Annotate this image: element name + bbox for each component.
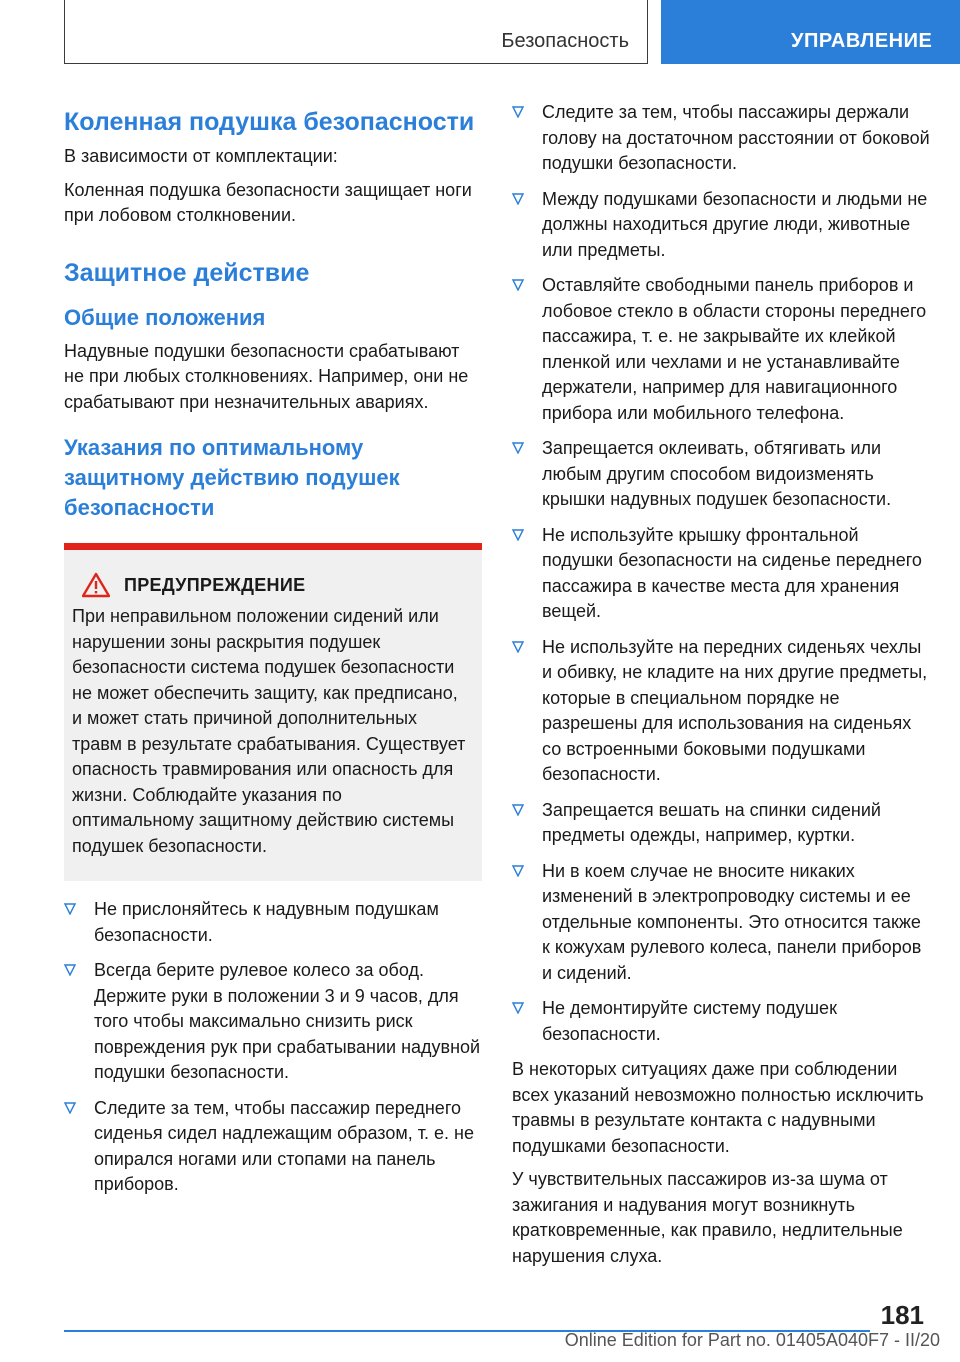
list-item-text: Следите за тем, чтобы пассажир переднего сиденья сидел надлежащим образом, т. е. не опирался ногами или стопами на панель приборов. (94, 1097, 474, 1194)
left-column (64, 100, 482, 1208)
footer-edition: Online Edition for Part no. 01405A040F7 - II/20 (564, 1330, 940, 1350)
general-paragraph: Надувные подушки безопасности срабатывают не при любых столкновениях. Например, они не срабатывают при незначительных авариях. (64, 340, 469, 412)
protection-heading: Защитное действие (64, 258, 310, 287)
warning-title: ПРЕДУПРЕЖДЕНИЕ (124, 574, 306, 595)
list-item-text: Не прислоняйтесь к надувным подушкам безопасности. (94, 899, 439, 945)
page-number: 181 (880, 1300, 924, 1330)
warning-text: При неправильном положении сидений или нарушении зоны раскрытия подушек безопасности система подушек безопасности не может обеспечить защиту, как предписано, и может стать причиной дополнительных травм в результате срабатывания. Существует опасность травмирования или опасность для жизни. Соблюдайте указания по оптимальному защитному действию системы подушек безопасности. (72, 606, 466, 856)
triangle-bullet-icon (512, 187, 542, 264)
triangle-bullet-icon (512, 798, 542, 849)
list-item (512, 187, 930, 264)
list-item-text: Не демонтируйте систему подушек безопасности. (542, 998, 837, 1044)
list-item (512, 798, 930, 849)
warning-box (64, 543, 482, 881)
triangle-bullet-icon (512, 635, 542, 788)
triangle-bullet-icon (64, 1096, 94, 1198)
list-item-text: Между подушками безопасности и людьми не должны находиться другие люди, животные или предметы. (542, 188, 928, 260)
list-item (512, 859, 930, 987)
header-section-box (64, 0, 648, 64)
knee-airbag-paragraph-2: Коленная подушка безопасности защищает ноги при лобовом столкновении. (64, 179, 472, 225)
list-item (512, 273, 930, 426)
header-chapter-title: УПРАВЛЕНИЕ (791, 30, 933, 52)
list-item-text: Всегда берите рулевое колесо за обод. Держите руки в положении 3 и 9 часов, для того чтобы максимально снизить риск повреждения рук при срабатывании надувной подушки безопасности. (94, 960, 481, 1082)
closing-paragraph-1: В некоторых ситуациях даже при соблюдении всех указаний невозможно полностью исключить травмы в результате контакта с надувными подушками безопасности. (512, 1059, 924, 1156)
warning-triangle-icon (82, 572, 110, 598)
general-heading: Общие положения (64, 304, 266, 330)
triangle-bullet-icon (512, 100, 542, 177)
list-item-text: Запрещается вешать на спинки сидений предметы одежды, например, куртки. (542, 799, 881, 845)
list-item (512, 436, 930, 513)
knee-airbag-paragraph-1: В зависимости от комплектации: (64, 146, 338, 166)
list-item (512, 635, 930, 788)
right-column (512, 100, 930, 1277)
hints-heading: Указания по оптимальному защитному действию подушек безопасности (64, 435, 400, 520)
triangle-bullet-icon (512, 523, 542, 625)
list-item (64, 897, 482, 948)
list-item (512, 100, 930, 177)
triangle-bullet-icon (512, 436, 542, 513)
triangle-bullet-icon (512, 996, 542, 1047)
triangle-bullet-icon (512, 859, 542, 987)
list-item (512, 523, 930, 625)
header-section-title: Безопасность (501, 30, 629, 52)
list-item-text: Следите за тем, чтобы пассажиры держали голову на достаточном расстоянии от боковой подушки безопасности. (542, 102, 930, 173)
triangle-bullet-icon (512, 273, 542, 426)
closing-paragraph-2: У чувствительных пассажиров из-за шума от зажигания и надувания могут возникнуть кратковременные, как правило, недлительные нарушения слуха. (512, 1169, 903, 1266)
list-item-text: Оставляйте свободными панель приборов и лобовое стекло в области стороны переднего пассажира, т. е. не закрывайте их клейкой пленкой или чехлами и не устанавливайте держатели, например для навигационного прибора или мобильного телефона. (542, 275, 927, 423)
list-item-text: Не используйте на передних сиденьях чехлы и обивку, не кладите на них другие предметы, которые в специальном порядке не разрешены для использования на сиденьях со встроенными боковыми подушками безопасности. (542, 636, 928, 784)
list-item-text: Не используйте крышку фронтальной подушки безопасности на сиденье переднего пассажира в качестве места для хранения вещей. (542, 524, 922, 621)
header-chapter-tab (661, 0, 960, 64)
list-item (64, 958, 482, 1086)
triangle-bullet-icon (64, 958, 94, 1086)
list-item (64, 1096, 482, 1198)
knee-airbag-heading: Коленная подушка безопасности (64, 108, 475, 136)
list-item-text: Ни в коем случае не вносите никаких изменений в электропроводку системы и ее отдельные компоненты. Это относится также к кожухам рулевого колеса, панели приборов и сидений. (542, 860, 922, 983)
triangle-bullet-icon (64, 897, 94, 948)
list-item (512, 996, 930, 1047)
list-item-text: Запрещается оклеивать, обтягивать или любым другим способом видоизменять крышки надувных подушек безопасности. (542, 438, 892, 509)
warning-title-row (72, 572, 468, 598)
